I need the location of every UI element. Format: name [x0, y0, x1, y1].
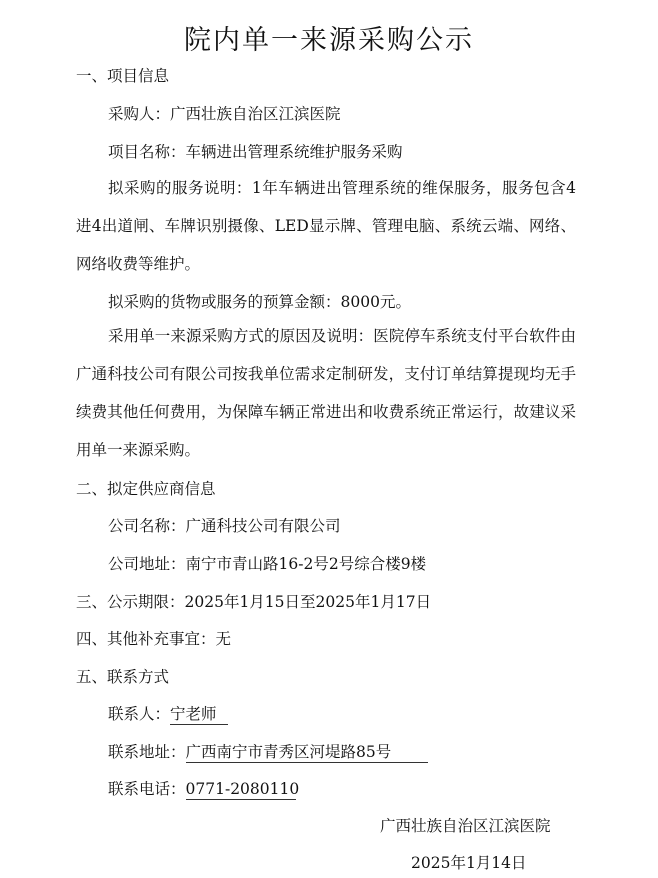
company-address-line: [108, 552, 426, 574]
contact-phone-label: 联系电话：: [108, 780, 186, 798]
company-name-value: 广通科技公司有限公司: [185, 517, 341, 535]
project-name-label: 项目名称：: [108, 143, 186, 161]
signature-date: 2025年1月14日: [411, 854, 527, 872]
company-address-label: 公司地址：: [108, 555, 186, 573]
contact-person-value: 宁老师: [170, 704, 228, 725]
other-matters-line: 四、其他补充事宜：无: [76, 630, 232, 648]
purchaser-label: 采购人：: [108, 105, 171, 123]
section-heading-contact: 五、联系方式: [76, 668, 170, 686]
company-name-line: [108, 514, 341, 536]
contact-person-label: 联系人：: [108, 705, 171, 723]
contact-address-value: 广西南宁市青秀区河堤路85号: [186, 742, 428, 763]
section-heading-project-info: 一、项目信息: [76, 67, 170, 85]
reason-paragraph: 采用单一来源采购方式的原因及说明：医院停车系统支付平台软件由广通科技公司有限公司按我单位需求定制研发，支付订单结算提现均无手续费其他任何费用，为保障车辆正常进出和收费系统正常运行，故建议采用单一来源采购。: [76, 327, 576, 459]
contact-person-line: [108, 702, 228, 725]
company-address-value: 南宁市青山路16-2号2号综合楼9楼: [185, 555, 427, 573]
signature-organization: 广西壮族自治区江滨医院: [380, 817, 551, 835]
announcement-period-line: 三、公示期限：2025年1月15日至2025年1月17日: [76, 593, 432, 611]
contact-phone-value: 0771-2080110: [185, 780, 300, 798]
page-title: 院内单一来源采购公示: [184, 25, 474, 56]
purchaser-line: [108, 102, 341, 124]
contact-phone-line: [108, 777, 300, 800]
purchaser-value: 广西壮族自治区江滨医院: [170, 105, 341, 123]
contact-address-label: 联系地址：: [108, 743, 186, 761]
company-name-label: 公司名称：: [108, 517, 186, 535]
project-name-value: 车辆进出管理系统维护服务采购: [185, 143, 403, 161]
project-name-line: [108, 140, 403, 162]
service-description-paragraph: 拟采购的服务说明：1年车辆进出管理系统的维保服务，服务包含4进4出道闸、车牌识别摄像、LED显示牌、管理电脑、系统云端、网络、网络收费等维护。: [76, 179, 576, 273]
section-heading-supplier-info: 二、拟定供应商信息: [76, 480, 216, 498]
budget-line: 拟采购的货物或服务的预算金额：8000元。: [108, 293, 411, 311]
contact-address-line: [108, 740, 428, 763]
